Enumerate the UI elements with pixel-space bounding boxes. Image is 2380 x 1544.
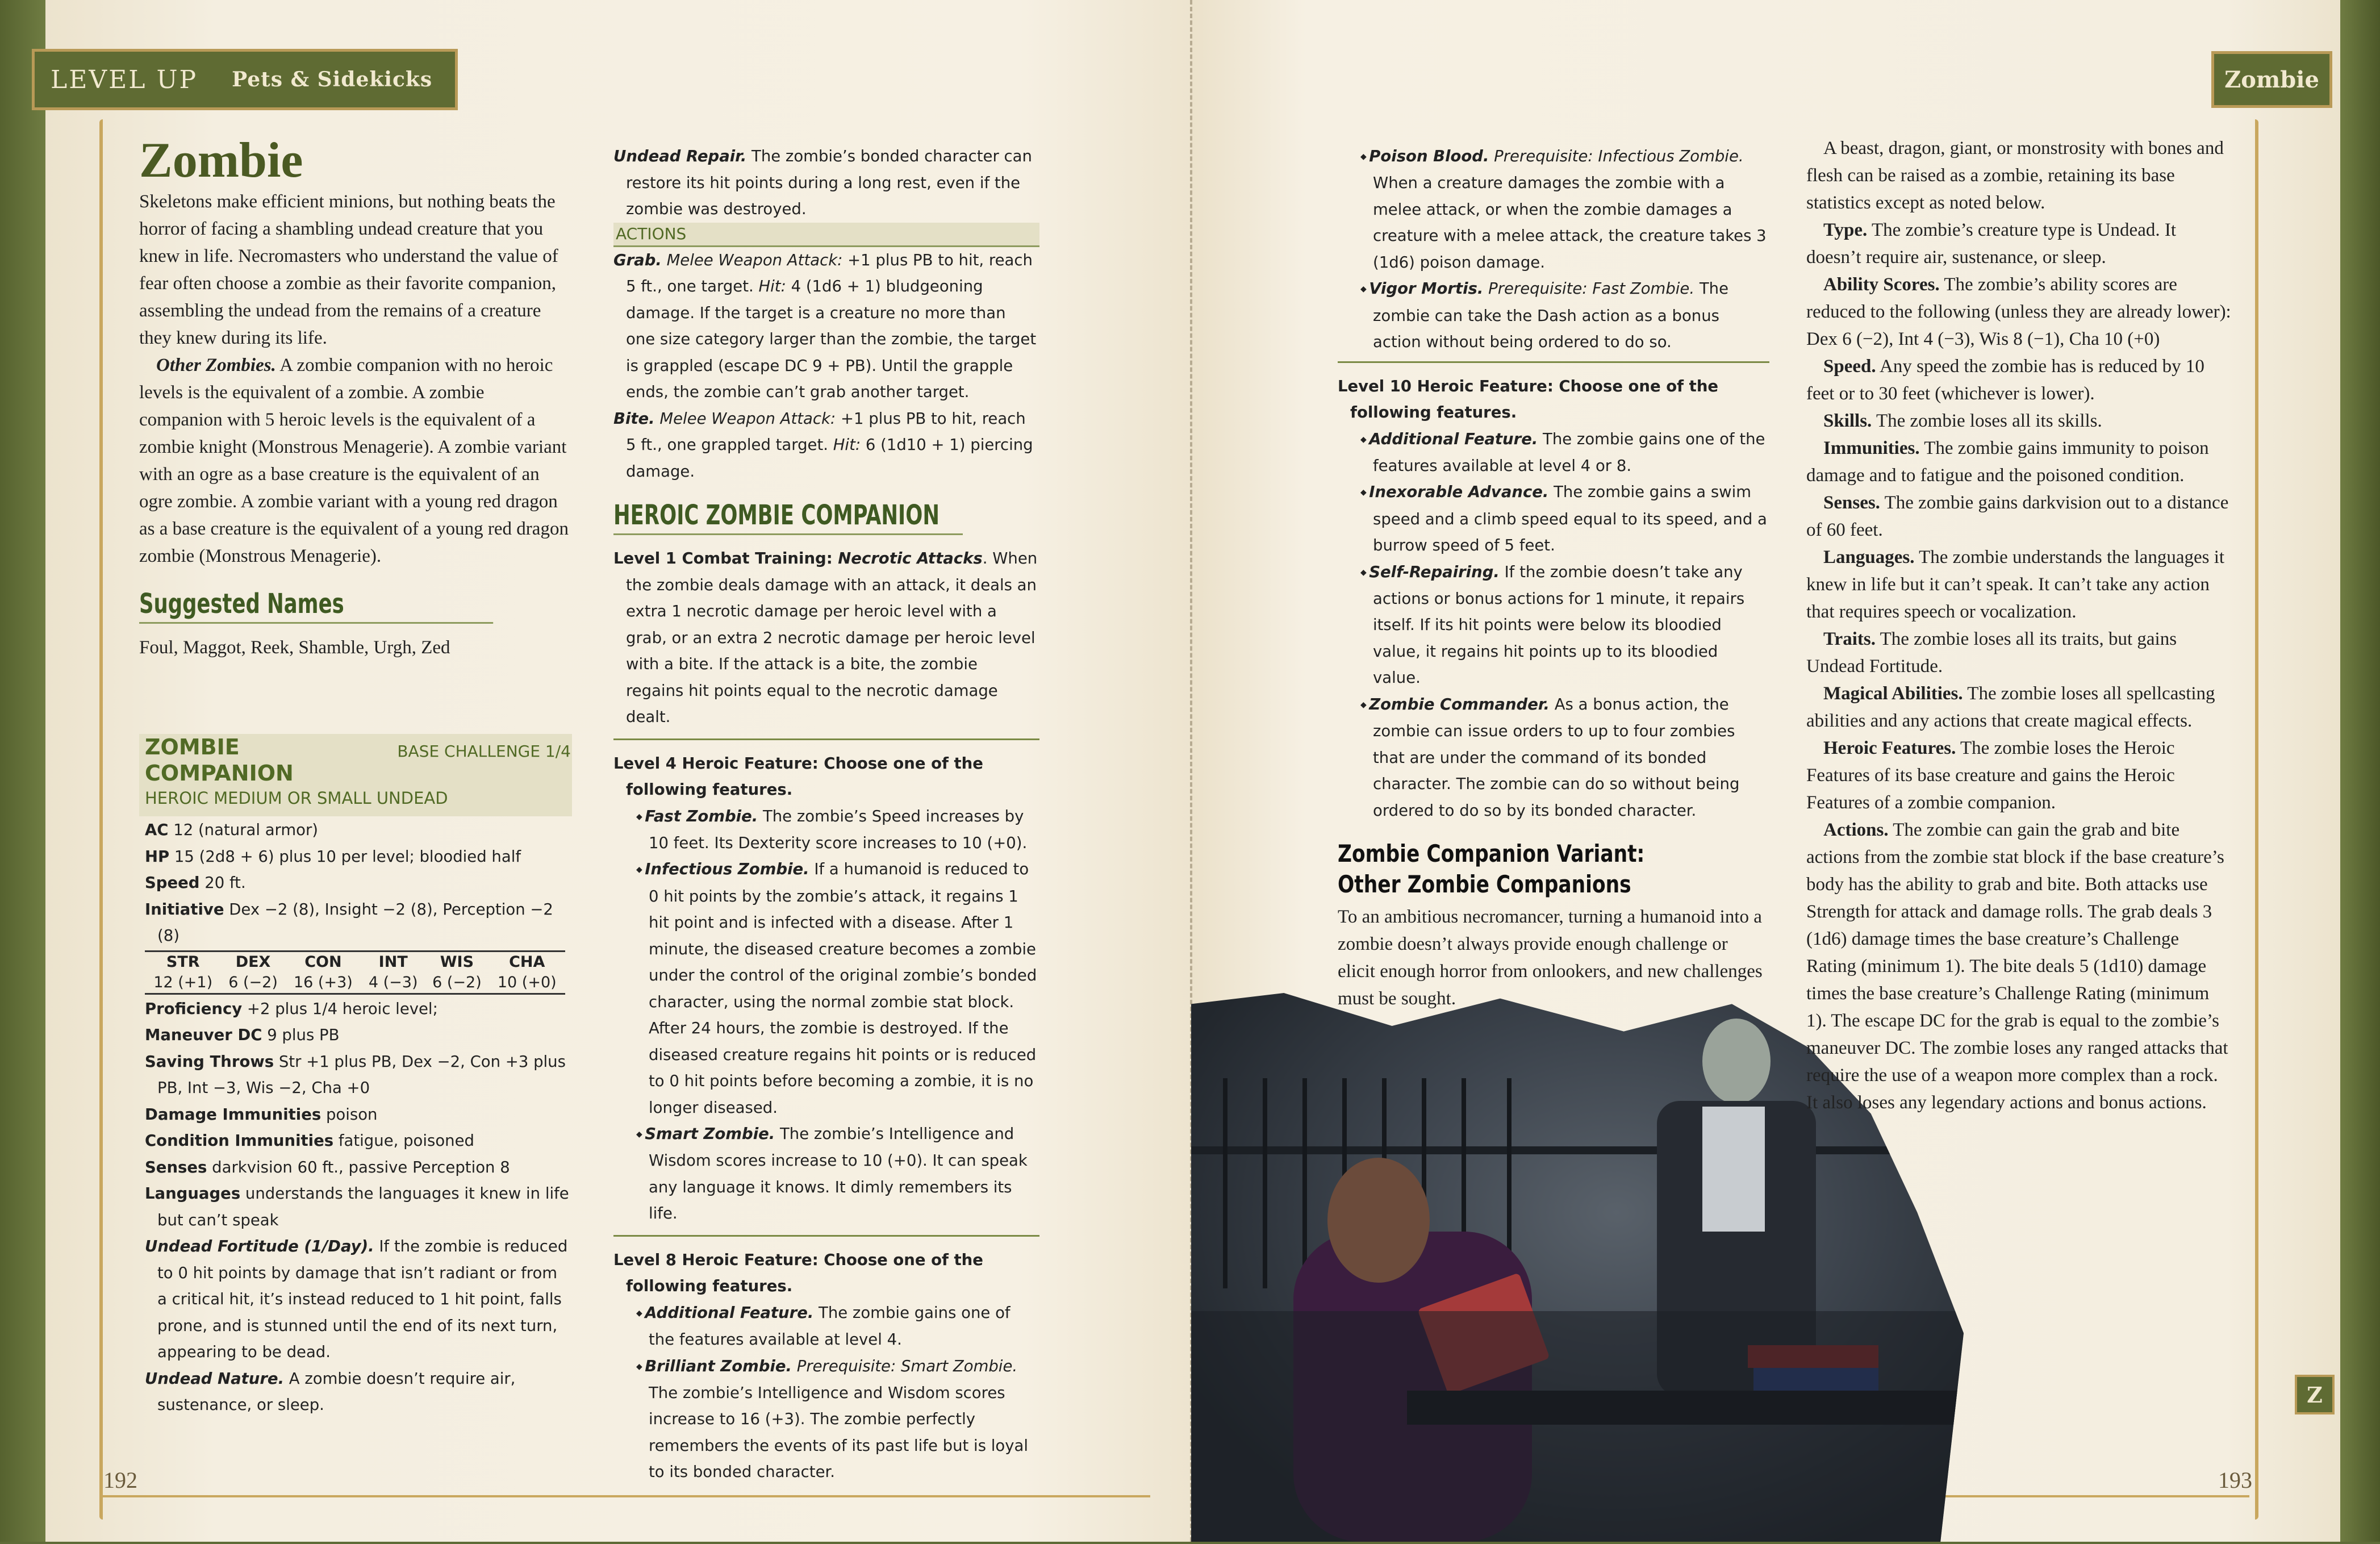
rule-item: Traits. The zombie loses all its traits, but gains Undead Fortitude.	[1806, 629, 2177, 677]
ability-value: 6 (−2)	[228, 973, 278, 991]
statblock-type: HEROIC MEDIUM OR SMALL UNDEAD	[145, 788, 448, 808]
stat-line: Proficiency +2 plus 1/4 heroic level;	[145, 999, 438, 1018]
page-number-right: 193	[2218, 1467, 2252, 1493]
other-zombies-paragraph: Other Zombies. A zombie companion with no heroic levels is the equivalent of a zombie. A zombie companion with 5 heroic levels is the equivalent of a zombie knight (Monstrous Menagerie). A zombie variant with an ogre as a base creature is the equivalent of an ogre zombie. A zombie variant with a young red dragon as a base creature is the equivalent of a young red dragon zombie (Monstrous Menagerie).	[139, 355, 569, 566]
statblock-challenge: BASE CHALLENGE 1/4	[397, 742, 571, 761]
statblock-name: ZOMBIE COMPANION	[145, 735, 294, 786]
variant-heading-line2: Other Zombie Companions	[1338, 870, 1631, 898]
column-1	[139, 133, 571, 661]
feature-option: ◆ Additional Feature. The zombie gains one of the features available at level 4.	[636, 1303, 1011, 1349]
statblock-header	[145, 734, 571, 810]
stat-line: Speed 20 ft.	[145, 874, 246, 892]
col4-intro: A beast, dragon, giant, or monstrosity with bones and flesh can be raised as a zombie, retaining its base statistics except as noted below.	[1806, 138, 2224, 213]
ability-name: WIS	[440, 953, 474, 971]
book-spine-left	[0, 0, 45, 1542]
level1-feature: Level 1 Combat Training: Necrotic Attacks. When the zombie deals damage with an attack, it deals an extra 1 necrotic damage per heroic level with a grab, or an extra 2 necrotic damage per heroic level with a bite. If the attack is a bite, the zombie regains hit points equal to the necrotic damage dealt.	[613, 549, 1038, 726]
ability-value: 6 (−2)	[432, 973, 482, 991]
ability-name: STR	[166, 953, 200, 971]
feature-option: ◆ Self-Repairing. If the zombie doesn’t take any actions or bonus actions for 1 minute, it repairs itself. If its hit points were below its bloodied value, it regains hit points up to its bloodied value.	[1360, 562, 1745, 687]
feature-option: ◆ Inexorable Advance. The zombie gains a swim speed and a climb speed equal to its speed, and a burrow speed of 5 feet.	[1360, 483, 1767, 554]
feature-option: ◆ Vigor Mortis. Prerequisite: Fast Zombie. The zombie can take the Dash action as a bonus action without being ordered to do so.	[1360, 279, 1728, 351]
book-title: LEVEL UP	[51, 65, 198, 94]
column-4	[1806, 135, 2232, 1116]
stat-line: Damage Immunities poison	[145, 1105, 378, 1124]
rule-item: Type. The zombie’s creature type is Undead. It doesn’t require air, sustenance, or sleep.	[1806, 220, 2177, 268]
level8-heading: Level 8 Heroic Feature: Choose one of the following features.	[613, 1250, 983, 1296]
rule-item: Ability Scores. The zombie’s ability scores are reduced to the following (unless they are already lower): Dex 6 (−2), Int 4 (−3), Wis 8 (−1), Cha 10 (+0)	[1806, 274, 2231, 349]
rule-item: Immunities. The zombie gains immunity to poison damage and to fatigue and the poisoned condition.	[1806, 438, 2209, 486]
feature-option: ◆ Fast Zombie. The zombie’s Speed increases by 10 feet. Its Dexterity score increases to 10 (+0).	[636, 807, 1028, 852]
ability-name: CON	[304, 953, 342, 971]
ability-name: CHA	[509, 953, 545, 971]
ability-value: 4 (−3)	[368, 973, 418, 991]
stat-line: Saving Throws Str +1 plus PB, Dex −2, Con +3 plus PB, Int −3, Wis −2, Cha +0	[145, 1052, 566, 1097]
feature-option: ◆ Smart Zombie. The zombie’s Intelligence and Wisdom scores increase to 10 (+0). It can speak any language it knows. It dimly remembers its life.	[636, 1125, 1028, 1223]
page-title: Zombie	[139, 133, 303, 188]
stat-line: Initiative Dex −2 (8), Insight −2 (8), Perception −2 (8)	[145, 900, 553, 945]
column-2	[613, 143, 1039, 1485]
feature-option: ◆ Zombie Commander. As a bonus action, the zombie can issue orders to up to four zombies that are under the command of its bonded character. The zombie can do so without being ordered to do so by its bonded character.	[1360, 695, 1740, 820]
header-banner	[32, 49, 458, 110]
statblock-body	[145, 817, 571, 1418]
variant-heading-line1: Zombie Companion Variant:	[1338, 840, 1645, 867]
rule-item: Heroic Features. The zombie loses the Heroic Features of its base creature and gains the Heroic Features of a zombie companion.	[1806, 738, 2175, 813]
stat-line: Maneuver DC 9 plus PB	[145, 1026, 340, 1044]
trait: Undead Fortitude (1/Day). If the zombie is reduced to 0 hit points by damage that isn’t radiant or from a critical hit, it’s instead reduced to 1 hit point, falls prone, and is stunned until the end of its next turn, appearing to be dead.	[145, 1237, 568, 1361]
heroic-companion-heading: HEROIC ZOMBIE COMPANION	[613, 497, 963, 535]
rule-item: Languages. The zombie understands the languages it knew in life but it can’t speak. It can’t take any action that requires speech or vocalization.	[1806, 547, 2225, 622]
stat-line: Condition Immunities fatigue, poisoned	[145, 1132, 474, 1150]
left-bottom-rule	[99, 1495, 1150, 1497]
rule-item: Magical Abilities. The zombie loses all spellcasting abilities and any actions that create magical effects.	[1806, 683, 2215, 731]
suggested-names: Foul, Maggot, Reek, Shamble, Urgh, Zed	[139, 637, 450, 658]
trait: Undead Nature. A zombie doesn’t require air, sustenance, or sleep.	[145, 1369, 516, 1414]
action: Grab. Melee Weapon Attack: +1 plus PB to hit, reach 5 ft., one target. Hit: 4 (1d6 + 1) bludgeoning damage. If the target is a creature no more than one size category larger than the zombie, the target is grappled (escape DC 9 + PB). Until the grapple ends, the zombie can’t grab another target.	[613, 251, 1037, 401]
section-title: Pets & Sidekicks	[232, 68, 433, 91]
level10-heading: Level 10 Heroic Feature: Choose one of the following features.	[1338, 377, 1719, 422]
ability-scores	[145, 950, 565, 995]
stat-line: HP 15 (2d8 + 6) plus 10 per level; bloodied half	[145, 847, 521, 866]
ability-value: 12 (+1)	[153, 973, 213, 991]
rule-item: Skills. The zombie loses all its skills.	[1823, 411, 2102, 431]
trait: Undead Repair. The zombie’s bonded character can restore its hit points during a long rest, even if the zombie was destroyed.	[613, 147, 1032, 218]
ability-name: INT	[378, 953, 408, 971]
actions-heading: ACTIONS	[613, 223, 1039, 247]
action: Bite. Melee Weapon Attack: +1 plus PB to hit, reach 5 ft., one grappled target. Hit: 6 (1d10 + 1) piercing damage.	[613, 409, 1033, 481]
ability-name: DEX	[235, 953, 271, 971]
variant-paragraph: To an ambitious necromancer, turning a humanoid into a zombie doesn’t always provide enough challenge or elicit enough horror from onlookers, and new challenges must be sought.	[1338, 907, 1763, 1009]
book-spine-right	[2340, 0, 2380, 1542]
column-3	[1338, 143, 1769, 1012]
chapter-thumb-tab[interactable]: Z	[2295, 1375, 2335, 1414]
ability-value: 16 (+3)	[293, 973, 353, 991]
page-number-left: 192	[103, 1467, 137, 1493]
intro-paragraph: Skeletons make efficient minions, but nothing beats the horror of facing a shambling undead creature that you knew in life. Necromasters who understand the value of fear often choose a zombie as their favorite companion, assembling the undead from the remains of a creature they knew during its life.	[139, 191, 558, 348]
feature-option: ◆ Infectious Zombie. If a humanoid is reduced to 0 hit points by the zombie’s attack, it regains 1 hit point and is infected with a disease. After 1 minute, the diseased creature becomes a zombie under the control of the original zombie’s bonded character, using the normal zombie stat block. After 24 hours, the zombie is destroyed. If the diseased creature regains hit points or is reduced to 0 hit points before becoming a zombie, it is no longer diseased.	[636, 860, 1037, 1117]
suggested-names-heading: Suggested Names	[139, 586, 493, 624]
feature-option: ◆ Brilliant Zombie. Prerequisite: Smart Zombie. The zombie’s Intelligence and Wisdom scores increase to 16 (+3). The zombie perfectly remembers the events of its past life but is loyal to its bonded character.	[636, 1357, 1029, 1482]
stat-line: Senses darkvision 60 ft., passive Perception 8	[145, 1158, 510, 1176]
stat-line: AC 12 (natural armor)	[145, 821, 319, 839]
rule-item: Senses. The zombie gains darkvision out to a distance of 60 feet.	[1806, 493, 2229, 540]
rule-item: Speed. Any speed the zombie has is reduced by 10 feet or to 30 feet (whichever is lower).	[1806, 356, 2204, 404]
feature-option: ◆ Poison Blood. Prerequisite: Infectious Zombie. When a creature damages the zombie with a melee attack, or when the zombie damages a creature with a melee attack, the creature takes 3 (1d6) poison damage.	[1360, 147, 1767, 272]
ability-value: 10 (+0)	[497, 973, 557, 991]
chapter-tab: Zombie	[2211, 51, 2332, 108]
level4-heading: Level 4 Heroic Feature: Choose one of the following features.	[613, 754, 983, 799]
feature-option: ◆ Additional Feature. The zombie gains one of the features available at level 4 or 8.	[1360, 429, 1765, 475]
stat-line: Languages understands the languages it knew in life but can’t speak	[145, 1184, 569, 1229]
rule-item: Actions. The zombie can gain the grab and bite actions from the zombie stat block if the base creature’s body has the ability to grab and bite. Both attacks use Strength for attack and damage rolls. The grab deals 3 (1d6) damage times the base creature’s Challenge Rating (minimum 1). The bite deals 5 (1d10) damage times the base creature’s Challenge Rating (minimum 1). The escape DC for the grab is equal to the zombie’s maneuver DC. The zombie loses any ranged attacks that require the use of a weapon more complex than a rock. It also loses any legendary actions and bonus actions.	[1806, 820, 2228, 1113]
